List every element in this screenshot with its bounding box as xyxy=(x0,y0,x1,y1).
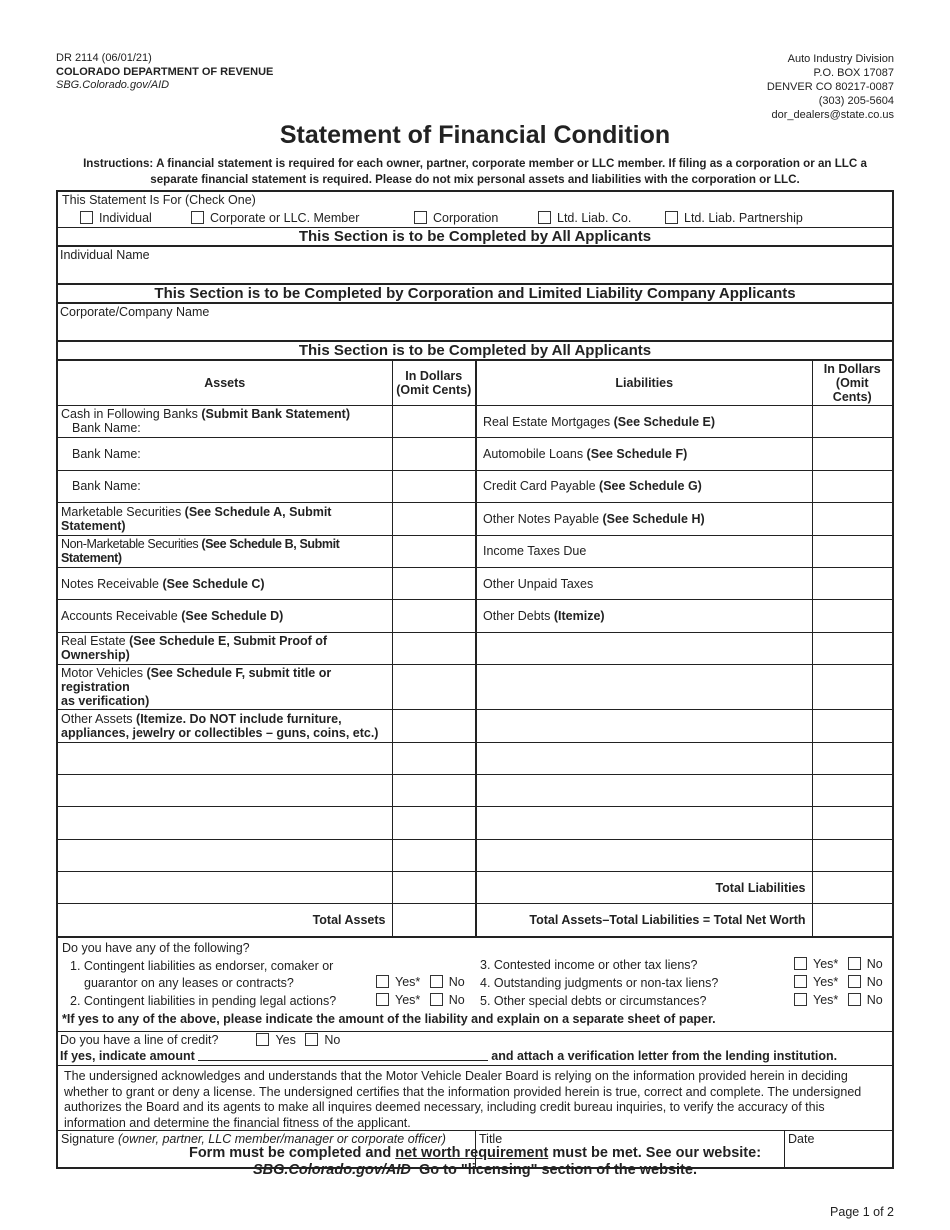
liability-amount-input[interactable] xyxy=(812,503,892,535)
asset-label xyxy=(58,710,392,742)
table-row xyxy=(58,600,892,632)
date-label: Date xyxy=(788,1132,815,1147)
email-link[interactable]: dor_dealers@state.co.us xyxy=(771,109,894,121)
question-5-answer xyxy=(794,993,883,1007)
asset-label-text: Non-Marketable Securities xyxy=(61,537,202,552)
credit-question-label: Do you have a line of credit? xyxy=(60,1033,219,1048)
liability-dollars-header xyxy=(812,361,892,406)
empty-cell xyxy=(58,872,392,904)
question-1-line2: guarantor on any leases or contracts? xyxy=(84,976,294,991)
liability-amount-input[interactable] xyxy=(812,600,892,632)
asset-label-line xyxy=(61,726,389,740)
questions-intro: Do you have any of the following? xyxy=(62,941,250,956)
table-row xyxy=(58,567,892,599)
liability-amount-input[interactable] xyxy=(812,406,892,438)
liability-label xyxy=(476,665,812,710)
asset-label-note: (See Schedule A, Submit Statement) xyxy=(61,504,332,533)
asset-amount-input[interactable] xyxy=(392,535,476,567)
asset-amount-input[interactable] xyxy=(392,406,476,438)
liability-label xyxy=(476,567,812,599)
liability-amount-input[interactable] xyxy=(812,839,892,871)
no-label: No xyxy=(866,993,883,1008)
asset-label-text: Other Assets xyxy=(61,711,137,726)
option-corporate-member[interactable] xyxy=(191,211,359,225)
net-worth-input[interactable] xyxy=(812,904,892,936)
option-label: Ltd. Liab. Partnership xyxy=(684,211,803,225)
asset-label-note: (See Schedule F, submit title or registration xyxy=(61,666,332,695)
table-row xyxy=(58,438,892,470)
asset-label-text: Accounts Receivable xyxy=(61,609,182,624)
acknowledgement-text: The undersigned acknowledges and understands that the Motor Vehicle Dealer Board is relying on the information provided herein in deciding whether to grant or deny a license. The undersigned certifies that the information provided herein is true, correct and complete. The undersigned authorizes the Board and its agents to make all inquires deemed necessary, including credit bureau inquiries, to verify the accuracy of this information and determine the financial fitness of the applicant. xyxy=(58,1066,892,1131)
liability-label xyxy=(476,742,812,774)
checkbox[interactable] xyxy=(414,211,427,224)
asset-label-text: Cash in Following Banks xyxy=(61,407,202,421)
asset-amount-input[interactable] xyxy=(392,872,476,904)
asset-label-line xyxy=(61,537,389,565)
credit-yes-label: Yes xyxy=(275,1033,296,1048)
asset-amount-input[interactable] xyxy=(392,438,476,470)
asset-label-line xyxy=(61,609,389,623)
section-title-all-applicants: This Section is to be Completed by All Applicants xyxy=(58,228,892,247)
header-left xyxy=(56,52,273,93)
no-checkbox[interactable] xyxy=(848,993,861,1006)
credit-amount-label: If yes, indicate amount xyxy=(60,1049,195,1064)
asset-label-text: Bank Name: xyxy=(72,479,141,494)
liability-label xyxy=(476,710,812,742)
table-row xyxy=(58,774,892,806)
asset-label xyxy=(58,839,392,871)
footer-text: Form must be completed and xyxy=(188,1145,396,1161)
footer-line-2 xyxy=(0,1162,950,1179)
option-label: Ltd. Liab. Co. xyxy=(557,211,632,225)
asset-label xyxy=(58,774,392,806)
total-liabilities-input[interactable] xyxy=(812,872,892,904)
liability-label xyxy=(476,807,812,839)
table-row xyxy=(58,535,892,567)
asset-label-line xyxy=(61,407,389,421)
question-4: 4. Outstanding judgments or non-tax liens? xyxy=(480,976,719,991)
instructions-line: separate financial statement is required. Please do not mix personal assets and liabilities with the corporation or LLC. xyxy=(150,173,800,186)
asset-label xyxy=(58,567,392,599)
total-assets-input[interactable] xyxy=(392,904,476,936)
asset-amount-input[interactable] xyxy=(392,807,476,839)
address-line: DENVER CO 80217-0087 xyxy=(766,81,894,93)
contingent-questions xyxy=(58,938,892,1032)
liability-label xyxy=(476,535,812,567)
liability-amount-input[interactable] xyxy=(812,470,892,502)
asset-label-line xyxy=(61,712,389,726)
asset-label-line xyxy=(61,694,389,708)
credit-no-checkbox[interactable] xyxy=(305,1033,318,1046)
asset-amount-input[interactable] xyxy=(392,600,476,632)
form-number: DR 2114 (06/01/21) xyxy=(56,52,152,64)
no-checkbox[interactable] xyxy=(430,975,443,988)
asset-label xyxy=(58,406,392,438)
asset-amount-input[interactable] xyxy=(392,742,476,774)
assets-liabilities-section xyxy=(58,361,892,938)
asset-label xyxy=(58,807,392,839)
question-3-answer xyxy=(794,957,883,971)
individual-name-field[interactable] xyxy=(58,247,892,285)
yes-label: Yes* xyxy=(813,957,839,972)
phone-number: (303) 205-5604 xyxy=(818,95,894,107)
yes-checkbox[interactable] xyxy=(376,993,389,1006)
financial-form xyxy=(56,190,894,1169)
asset-label xyxy=(58,600,392,632)
liability-label-text: Automobile Loans xyxy=(483,447,587,462)
liability-amount-input[interactable] xyxy=(812,774,892,806)
liability-amount-input[interactable] xyxy=(812,632,892,664)
question-3: 3. Contested income or other tax liens? xyxy=(480,958,698,973)
liability-amount-input[interactable] xyxy=(812,665,892,710)
liability-label-note: (See Schedule F) xyxy=(586,447,688,462)
asset-label-note: (See Schedule C) xyxy=(162,576,265,591)
option-label: Corporate or LLC. Member xyxy=(210,211,360,225)
title-label: Title xyxy=(479,1132,503,1147)
liability-label xyxy=(476,774,812,806)
liability-label-note: (Itemize) xyxy=(553,609,605,624)
liability-label xyxy=(476,632,812,664)
checkbox[interactable] xyxy=(191,211,204,224)
table-row xyxy=(58,742,892,774)
asset-amount-input[interactable] xyxy=(392,567,476,599)
no-checkbox[interactable] xyxy=(430,993,443,1006)
asset-label-note: (See Schedule D) xyxy=(181,609,284,624)
asset-label xyxy=(58,503,392,535)
header-line: In Dollars xyxy=(405,369,463,383)
section-title-all-applicants-2: This Section is to be Completed by All Applicants xyxy=(58,342,892,361)
asset-label-text: Bank Name: xyxy=(72,447,141,462)
asset-dollars-header xyxy=(392,361,476,406)
header-line: (Omit Cents) xyxy=(396,383,472,397)
liability-label-note: (See Schedule G) xyxy=(599,479,702,494)
asset-label xyxy=(58,632,392,664)
asset-label-line xyxy=(61,577,389,591)
footer-underlined: net worth requirement xyxy=(395,1145,549,1161)
question-4-answer xyxy=(794,975,883,989)
asset-label-text: Real Estate xyxy=(61,634,130,649)
statement-for-label: This Statement Is For (Check One) xyxy=(62,193,256,207)
asset-label-note: appliances, jewelry or collectibles – guns, coins, etc.) xyxy=(61,725,379,740)
liability-amount-input[interactable] xyxy=(812,438,892,470)
question-1-answer xyxy=(376,975,465,989)
liability-label-note: (See Schedule H) xyxy=(602,511,705,526)
asset-label-note: (Submit Bank Statement) xyxy=(201,407,350,421)
asset-label-line xyxy=(61,447,389,461)
asset-label-note: (Itemize. Do NOT include furniture, xyxy=(136,711,342,726)
asset-label-line xyxy=(61,505,389,533)
footer-text: Go to "licensing" section of the website. xyxy=(410,1162,697,1178)
asset-amount-input[interactable] xyxy=(392,503,476,535)
asset-label-line xyxy=(61,421,389,435)
asset-label xyxy=(58,742,392,774)
credit-attach-text: and attach a verification letter from the lending institution. xyxy=(491,1049,838,1064)
net-worth-label: Total Assets–Total Liabilities = Total Net Worth xyxy=(476,904,812,936)
asset-amount-input[interactable] xyxy=(392,665,476,710)
total-liabilities-row xyxy=(58,872,892,904)
option-label: Individual xyxy=(99,211,152,225)
asset-label-text: Bank Name: xyxy=(72,421,141,435)
assets-liabilities-table xyxy=(58,361,892,936)
asset-amount-input[interactable] xyxy=(392,774,476,806)
liabilities-header: Liabilities xyxy=(476,361,812,406)
option-ltd-liab-co[interactable] xyxy=(538,211,631,225)
asset-amount-input[interactable] xyxy=(392,710,476,742)
yes-checkbox[interactable] xyxy=(376,975,389,988)
checkbox[interactable] xyxy=(665,211,678,224)
company-name-label: Corporate/Company Name xyxy=(60,305,210,319)
question-5: 5. Other special debts or circumstances? xyxy=(480,994,707,1009)
liability-amount-input[interactable] xyxy=(812,742,892,774)
page-number: Page 1 of 2 xyxy=(830,1205,894,1219)
liability-label xyxy=(476,600,812,632)
total-assets-row xyxy=(58,904,892,936)
option-individual[interactable] xyxy=(80,211,152,225)
asset-label-note: (See Schedule B, Submit Statement) xyxy=(61,537,340,566)
table-header-row xyxy=(58,361,892,406)
no-label: No xyxy=(448,975,465,990)
liability-amount-input[interactable] xyxy=(812,710,892,742)
yes-label: Yes* xyxy=(813,975,839,990)
table-row xyxy=(58,665,892,710)
option-ltd-liab-partnership[interactable] xyxy=(665,211,803,225)
total-liabilities-label: Total Liabilities xyxy=(476,872,812,904)
footer-text: must be met. See our website: xyxy=(548,1145,762,1161)
checkbox[interactable] xyxy=(538,211,551,224)
asset-label-line xyxy=(61,479,389,493)
signature-hint: (owner, partner, LLC member/manager or corporate officer) xyxy=(117,1132,446,1147)
table-row xyxy=(58,470,892,502)
asset-label-text: Notes Receivable xyxy=(61,576,163,591)
yes-checkbox[interactable] xyxy=(794,975,807,988)
credit-amount-input[interactable] xyxy=(198,1049,488,1061)
table-row xyxy=(58,632,892,664)
credit-question xyxy=(60,1033,340,1047)
no-label: No xyxy=(448,993,465,1008)
address-line: P.O. BOX 17087 xyxy=(813,67,894,79)
liability-label xyxy=(476,406,812,438)
table-row xyxy=(58,710,892,742)
liability-label-text: Other Debts xyxy=(483,609,554,624)
address-line: Auto Industry Division xyxy=(787,53,894,65)
liability-label xyxy=(476,470,812,502)
liability-label-text: Other Notes Payable xyxy=(483,511,603,526)
asset-amount-input[interactable] xyxy=(392,839,476,871)
company-name-field[interactable] xyxy=(58,304,892,342)
no-label: No xyxy=(866,975,883,990)
line-of-credit xyxy=(58,1032,892,1066)
instructions xyxy=(56,156,894,188)
asset-label-line xyxy=(61,666,389,694)
website-link[interactable]: SBG.Colorado.gov/AID xyxy=(56,79,170,91)
section-title-corporate: This Section is to be Completed by Corporation and Limited Liability Company Applicants xyxy=(58,285,892,304)
assets-header: Assets xyxy=(58,361,392,406)
asset-label xyxy=(58,665,392,710)
liability-amount-input[interactable] xyxy=(812,567,892,599)
footer-line-1 xyxy=(0,1145,950,1162)
liability-label xyxy=(476,839,812,871)
yes-label: Yes* xyxy=(395,993,421,1008)
asset-label-note: as verification) xyxy=(61,694,150,709)
yes-checkbox[interactable] xyxy=(794,957,807,970)
liability-label-text: Credit Card Payable xyxy=(483,479,600,494)
liability-label-text: Income Taxes Due xyxy=(483,544,587,559)
asset-label xyxy=(58,535,392,567)
instructions-line: Instructions: A financial statement is required for each owner, partner, corporate member or LLC member. If filing as a corporation or an LLC a xyxy=(83,157,867,170)
liability-label xyxy=(476,438,812,470)
table-row xyxy=(58,406,892,438)
page-title: Statement of Financial Condition xyxy=(279,121,671,149)
no-label: No xyxy=(866,957,883,972)
table-row xyxy=(58,839,892,871)
footer-note xyxy=(0,1145,950,1179)
asset-label-text: Motor Vehicles xyxy=(61,666,147,681)
yes-label: Yes* xyxy=(813,993,839,1008)
no-checkbox[interactable] xyxy=(848,975,861,988)
total-assets-label: Total Assets xyxy=(58,904,392,936)
question-2-answer xyxy=(376,993,465,1007)
header-line: (Omit Cents) xyxy=(832,376,872,404)
asset-label-text: Marketable Securities xyxy=(61,504,185,519)
question-1-line1: 1. Contingent liabilities as endorser, comaker or xyxy=(70,959,334,974)
liability-label-note: (See Schedule E) xyxy=(613,414,716,429)
asset-label xyxy=(58,470,392,502)
checkbox[interactable] xyxy=(80,211,93,224)
credit-no-label: No xyxy=(324,1033,341,1048)
yes-checkbox[interactable] xyxy=(794,993,807,1006)
table-row xyxy=(58,807,892,839)
questions-note: *If yes to any of the above, please indicate the amount of the liability and explain on a separate sheet of paper. xyxy=(62,1012,716,1027)
option-corporation[interactable] xyxy=(414,211,498,225)
footer-website-link[interactable]: SBG.Colorado.gov/AID xyxy=(253,1162,411,1178)
liability-label-text: Real Estate Mortgages xyxy=(483,414,614,429)
asset-amount-input[interactable] xyxy=(392,470,476,502)
liability-amount-input[interactable] xyxy=(812,807,892,839)
credit-yes-checkbox[interactable] xyxy=(256,1033,269,1046)
question-2: 2. Contingent liabilities in pending legal actions? xyxy=(70,994,337,1009)
liability-label-text: Other Unpaid Taxes xyxy=(483,576,594,591)
no-checkbox[interactable] xyxy=(848,957,861,970)
header-address xyxy=(767,52,894,122)
header-line: In Dollars xyxy=(823,362,881,376)
department-name: COLORADO DEPARTMENT OF REVENUE xyxy=(56,65,274,78)
yes-label: Yes* xyxy=(395,975,421,990)
statement-for-row xyxy=(58,192,892,228)
individual-name-label: Individual Name xyxy=(60,248,150,262)
asset-label xyxy=(58,438,392,470)
credit-amount xyxy=(60,1049,837,1063)
asset-label-note: (See Schedule E, Submit Proof of Ownership) xyxy=(61,634,328,663)
signature-label: Signature xyxy=(61,1132,118,1147)
asset-label-line xyxy=(61,634,389,662)
liability-amount-input[interactable] xyxy=(812,535,892,567)
option-label: Corporation xyxy=(433,211,499,225)
table-row xyxy=(58,503,892,535)
liability-label xyxy=(476,503,812,535)
asset-amount-input[interactable] xyxy=(392,632,476,664)
